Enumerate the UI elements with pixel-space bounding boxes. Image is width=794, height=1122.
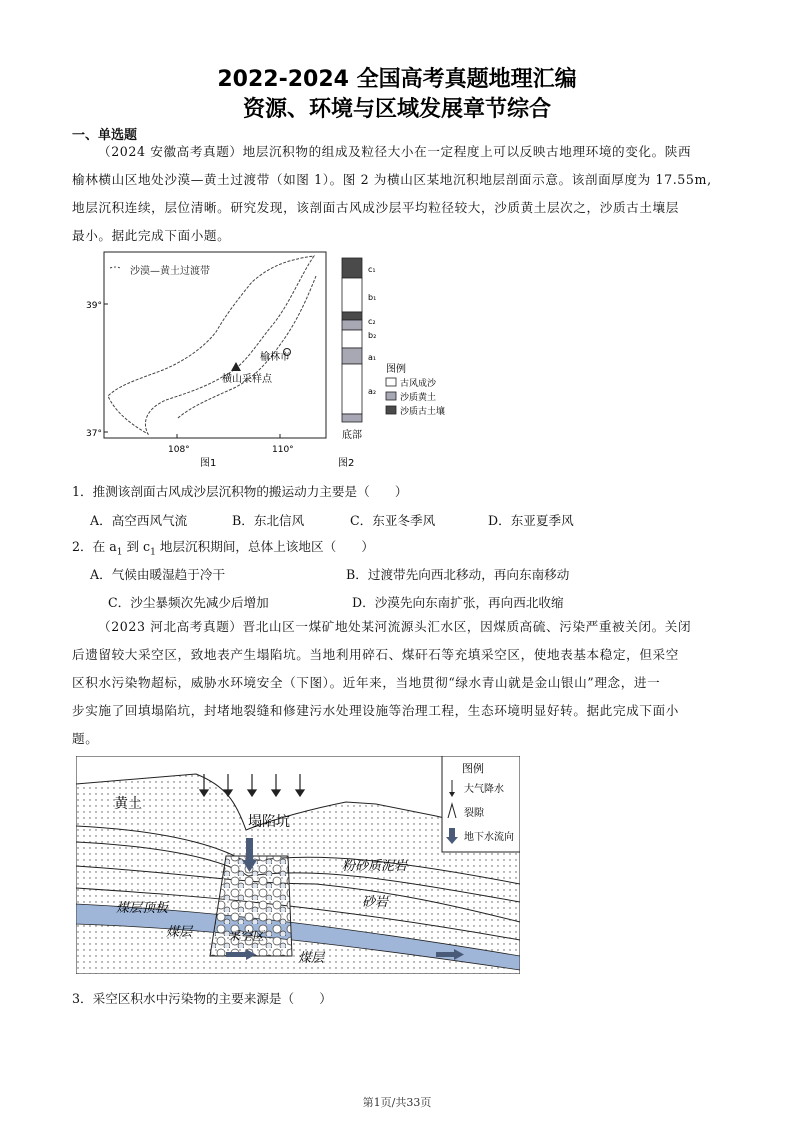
fig1-point-label: 横山采样点: [222, 374, 272, 385]
q2-stem-pre: 2．在 a: [72, 539, 117, 554]
q2-stem-sub1: 1: [116, 547, 123, 558]
title-line-2: 资源、环境与区域发展章节综合: [242, 97, 551, 122]
fig3-label-pit: 塌陷坑: [248, 814, 290, 830]
fig3-legend-item-2: 裂隙: [464, 808, 484, 819]
q1-option-c: C．东亚冬季风: [350, 513, 436, 528]
fig3-label-silt: 粉砂质泥岩: [342, 859, 408, 874]
fig2-layer-c1: c₁: [368, 265, 376, 274]
figure-2-column: [338, 254, 478, 470]
passage-2-line-3: 区积水污染物超标，威胁水环境安全（下图）。近年来，当地贯彻“绿水青山就是金山银山”理念，进一: [72, 675, 661, 690]
passage-2-line-4: 步实施了回填塌陷坑，封堵地裂缝和修建污水处理设施等治理工程，生态环境明显好转。据此完成下面小: [72, 703, 679, 718]
fig2-layer-a2: a₂: [368, 387, 377, 396]
fig3-label-loess: 黄土: [114, 796, 142, 812]
title-line-1: 2022-2024 全国高考真题地理汇编: [217, 67, 577, 92]
passage-1-line-3: 地层沉积连续，层位清晰。研究发现，该剖面古风成沙层平均粒径较大，沙质黄土层次之，沙质古土壤层: [72, 200, 679, 215]
q2-option-a: A．气候由暖湿趋于冷干: [90, 567, 226, 582]
fig1-legend-text: 沙漠—黄土过渡带: [130, 266, 210, 277]
fig1-lon-108: 108°: [168, 445, 190, 455]
fig3-legend-title: 图例: [462, 762, 484, 775]
passage-1: [72, 138, 722, 250]
fig2-legend-item-1: 古风成沙: [400, 379, 437, 389]
fig3-label-sand: 砂岩: [362, 895, 389, 910]
fig2-layer-b2: b₂: [368, 331, 377, 340]
fig3-legend-item-3: 地下水流向: [464, 832, 514, 843]
fig3-label-seam-right: 煤层: [298, 951, 325, 966]
passage-2-line-1: （2023 河北高考真题）晋北山区一煤矿地处某河流源头汇水区，因煤质高硫、污染严重被关闭。关闭: [98, 619, 692, 634]
fig2-layer-a1: a₁: [368, 353, 377, 362]
question-2-stem: [72, 536, 374, 558]
q1-option-a: A．高空西风气流: [90, 513, 188, 528]
q1-option-d: D．东亚夏季风: [488, 513, 574, 528]
fig2-layer-c2: c₂: [368, 317, 376, 326]
fig3-legend-item-1: 大气降水: [464, 784, 504, 795]
fig1-lat-39: 39°: [86, 301, 102, 311]
section-heading: 一、单选题: [72, 128, 138, 143]
passage-2-line-5: 题。: [72, 731, 99, 746]
passage-1-line-1: （2024 安徽高考真题）地层沉积物的组成及粒径大小在一定程度上可以反映古地理环境的变化。陕西: [98, 144, 692, 159]
fig2-caption: 图2: [338, 458, 355, 469]
fig3-label-seam-left: 煤层: [166, 925, 193, 940]
fig2-layer-b1: b₁: [368, 293, 377, 302]
q2-stem-sub2: 1: [150, 547, 156, 558]
figure-1-map: [84, 248, 334, 470]
fig1-lon-110: 110°: [272, 445, 294, 455]
question-3-stem: 3．采空区积水中污染物的主要来源是（ ）: [72, 991, 332, 1006]
fig3-label-roof: 煤层顶板: [116, 901, 169, 916]
passage-1-line-2: 榆林横山区地处沙漠—黄土过渡带（如图 1）。图 2 为横山区某地沉积地层剖面示意。该剖面厚度为 17.55m,: [72, 172, 712, 187]
passage-2-line-2: 后遗留较大采空区，致地表产生塌陷坑。当地利用碎石、煤矸石等充填采空区，使地表基本稳定，但采空: [72, 647, 679, 662]
passage-1-line-4: 最小。据此完成下面小题。: [72, 228, 231, 243]
fig1-city-label: 榆林市: [260, 352, 290, 363]
question-1-stem: 1．推测该剖面古风成沙层沉积物的搬运动力主要是（ ）: [72, 484, 408, 499]
fig2-legend-item-2: 沙质黄土: [400, 393, 437, 403]
q2-option-b: B．过渡带先向西北移动，再向东南移动: [346, 567, 570, 582]
figure-3-cross-section: [76, 756, 520, 974]
q2-option-c: C．沙尘暴频次先减少后增加: [108, 595, 269, 610]
q1-option-b: B．东北信风: [232, 513, 305, 528]
page-footer: 第1页/共33页: [362, 1096, 432, 1109]
passage-2: [72, 613, 722, 753]
fig2-legend-item-3: 沙质古土壤: [400, 407, 446, 417]
fig2-bottom-label: 底部: [342, 430, 362, 441]
fig1-lat-37: 37°: [86, 429, 102, 439]
q2-stem-post: 地层沉积期间，总体上该地区（ ）: [155, 539, 374, 554]
fig1-caption: 图1: [200, 458, 217, 469]
fig3-label-goaf: 采空区: [228, 929, 265, 943]
fig2-legend-title: 图例: [386, 364, 406, 375]
q2-stem-mid: 到 c: [122, 539, 151, 554]
q2-option-d: D．沙漠先向东南扩张，再向西北收缩: [352, 595, 564, 610]
